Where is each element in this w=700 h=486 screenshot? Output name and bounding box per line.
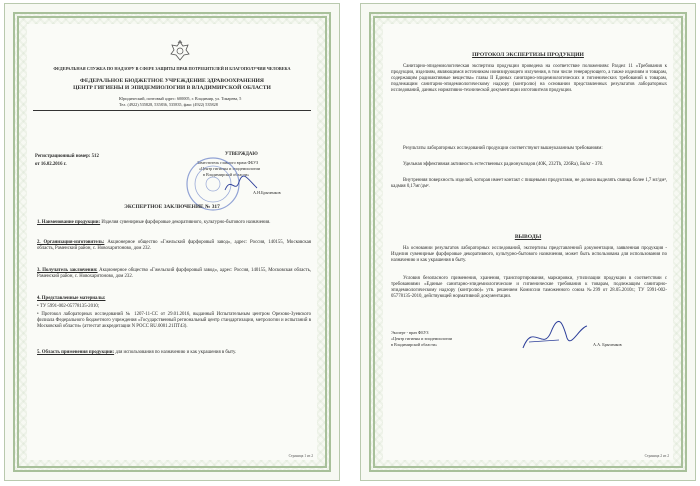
approve-line-3: в Владимирской области» <box>203 172 250 177</box>
approve-line-2: «Центр гигиены и эпидемиологии <box>199 166 260 171</box>
address-line-2: Тел. (4922) 535828, 535836, 535835, факс (4922) 535828 <box>119 102 218 107</box>
item-4-label: 4. Представленные материалы: <box>37 296 106 301</box>
item-2-text: Акционерное общество «Гжельский фарфоровый завод», адрес: Россия, 140155, Московская область, Раменский район, с. Новохаритоново, дом 232. <box>37 240 312 252</box>
item-1 <box>37 220 311 226</box>
expert-signature <box>519 318 589 354</box>
item-3 <box>37 268 311 280</box>
protocol-para-4: Внутренняя поверхность изделий, которая имеет контакт с пищевыми продуктами, не должна выделять свинца более 1,7 мг/дм², кадмия 0,17мг/дм². <box>391 178 667 190</box>
coat-of-arms-emblem <box>169 40 191 62</box>
item-2 <box>37 240 311 252</box>
approve-title: УТВЕРЖДАЮ <box>225 152 258 157</box>
institution-line-1: ФЕДЕРАЛЬНОЕ БЮДЖЕТНОЕ УЧРЕЖДЕНИЕ ЗДРАВООХРАНЕНИЯ <box>80 78 264 84</box>
item-1-label: 1. Наименование продукции: <box>37 220 101 225</box>
protocol-title: ПРОТОКОЛ ЭКСПЕРТИЗЫ ПРОДУКЦИИ <box>472 52 584 58</box>
reg-date: от 16.02.2016 г. <box>35 162 67 167</box>
approve-line-1: Заместитель главного врача ФБУЗ <box>197 160 259 165</box>
page-2 <box>360 3 696 481</box>
item-5 <box>37 350 311 356</box>
header-divider <box>33 110 311 111</box>
item-1-text: Изделия сувенирные фарфоровые декоративного, культурно-бытового назначения. <box>101 220 271 225</box>
institution-line-2: ЦЕНТР ГИГИЕНЫ И ЭПИДЕМИОЛОГИИ В ВЛАДИМИРСКОЙ ОБЛАСТИ <box>73 85 271 91</box>
page-2-content <box>383 24 673 460</box>
conclusions-title: ВЫВОДЫ <box>514 234 542 240</box>
conclusion-title: ЭКСПЕРТНОЕ ЗАКЛЮЧЕНИЕ № 317 <box>124 204 220 210</box>
item-4-bullet-2: • Протокол лабораторных исследований № 1207-11-СС от 29.01.2016, выданный Испытательным центром Орехово-Зуевского филиала Федерального бюджетного учреждения «Государственный региональный центр стандартизации, метрологии и испытаний в Московской области» (аттестат аккредитации N РОСС RU.0001.21ПТ43). <box>37 312 311 330</box>
item-2-label: 2. Организация-изготовитель: <box>37 240 105 245</box>
expert-line-2: «Центр гигиены и эпидемиологии <box>391 336 452 341</box>
approver-signature <box>223 174 259 196</box>
protocol-para-2: Результаты лабораторных исследований продукции соответствуют вышеуказанным требованиям: <box>403 146 603 151</box>
protocol-para-1: Санитарно-эпидемиологическая экспертиза продукции проведена на соответствие положениям: Раздел 11 «Требования к продукции, изделиям, являющимся источником ионизирующего излучения, в том числе генерирующего, а также изделиям и товарам, содержащим радиоактивные вещества» главы II Единых санитарно-эпидемиологических и гигиенических требований к товарам, подлежащим санитарно-эпидемиологическому надзору (контролю) на основании представленных результатов лабораторных исследований, данных нормативно-технической документации изготовителя продукции. <box>391 64 667 94</box>
reg-number: Регистрационный номер: 512 <box>35 154 99 159</box>
conclusions-para-1: На основании результатов лабораторных исследований, экспертизы представленной документации, заявленная продукция - Изделия сувенирные фарфоровые декоративного, культурно-бытового назначения, может быть использована для использования по назначению и как украшения в быту. <box>391 246 667 264</box>
item-5-label: 5. Область применения продукции: <box>37 350 115 355</box>
approve-signer: А.Н.Брыченков <box>253 190 281 195</box>
expert-line-1: Эксперт - врач ФБУЗ <box>391 330 429 335</box>
item-5-text: для использования по назначению и как украшения в быту. <box>115 350 237 355</box>
page-2-footer: Страница 2 из 2 <box>644 454 669 458</box>
guilloche-border <box>13 12 331 472</box>
expert-signer: А.А. Брыченков <box>593 342 622 347</box>
address-line-1: Юридический, почтовый адрес: 600005, г. Владимир, ул. Токарева, 5 <box>119 96 242 101</box>
conclusions-para-2: Условия безопасного применения, хранения, транспортирования, маркировки, утилизации продукции в соответствии с требованиями «Единые санитарно-эпидемиологические и гигиенические требования к товарам, подлежащим санитарно-эпидемиологическому надзору (контролю)» утв. решением Комиссии таможенного союза №299 от 28.05.2010г.; ТУ 5991-002-05778135-2010, действующей нормативной документации. <box>391 276 667 300</box>
guilloche-border <box>369 12 687 472</box>
page-1-content <box>27 24 317 460</box>
protocol-para-3: Удельная эффективная активность естественных радионуклидов (40K, 232Th, 226Ra), Бк/кг - 370. <box>403 162 604 167</box>
page-1 <box>4 3 340 481</box>
agency-line: ФЕДЕРАЛЬНАЯ СЛУЖБА ПО НАДЗОРУ В СФЕРЕ ЗАЩИТЫ ПРАВ ПОТРЕБИТЕЛЕЙ И БЛАГОПОЛУЧИЯ ЧЕЛОВЕКА <box>53 66 291 71</box>
expert-line-3: в Владимирской области» <box>391 342 438 347</box>
page-1-footer: Страница 1 из 2 <box>288 454 313 458</box>
item-4 <box>37 296 311 302</box>
item-3-label: 3. Получатель заключения: <box>37 268 98 273</box>
item-3-text: Акционерное общество «Гжельский фарфоровый завод», адрес: Россия, 140155, Московская область, Раменский район, с. Новохаритоново, дом 232. <box>37 268 311 280</box>
item-4-bullet-1: • ТУ 5991-002-05778135-2010; <box>37 304 100 309</box>
